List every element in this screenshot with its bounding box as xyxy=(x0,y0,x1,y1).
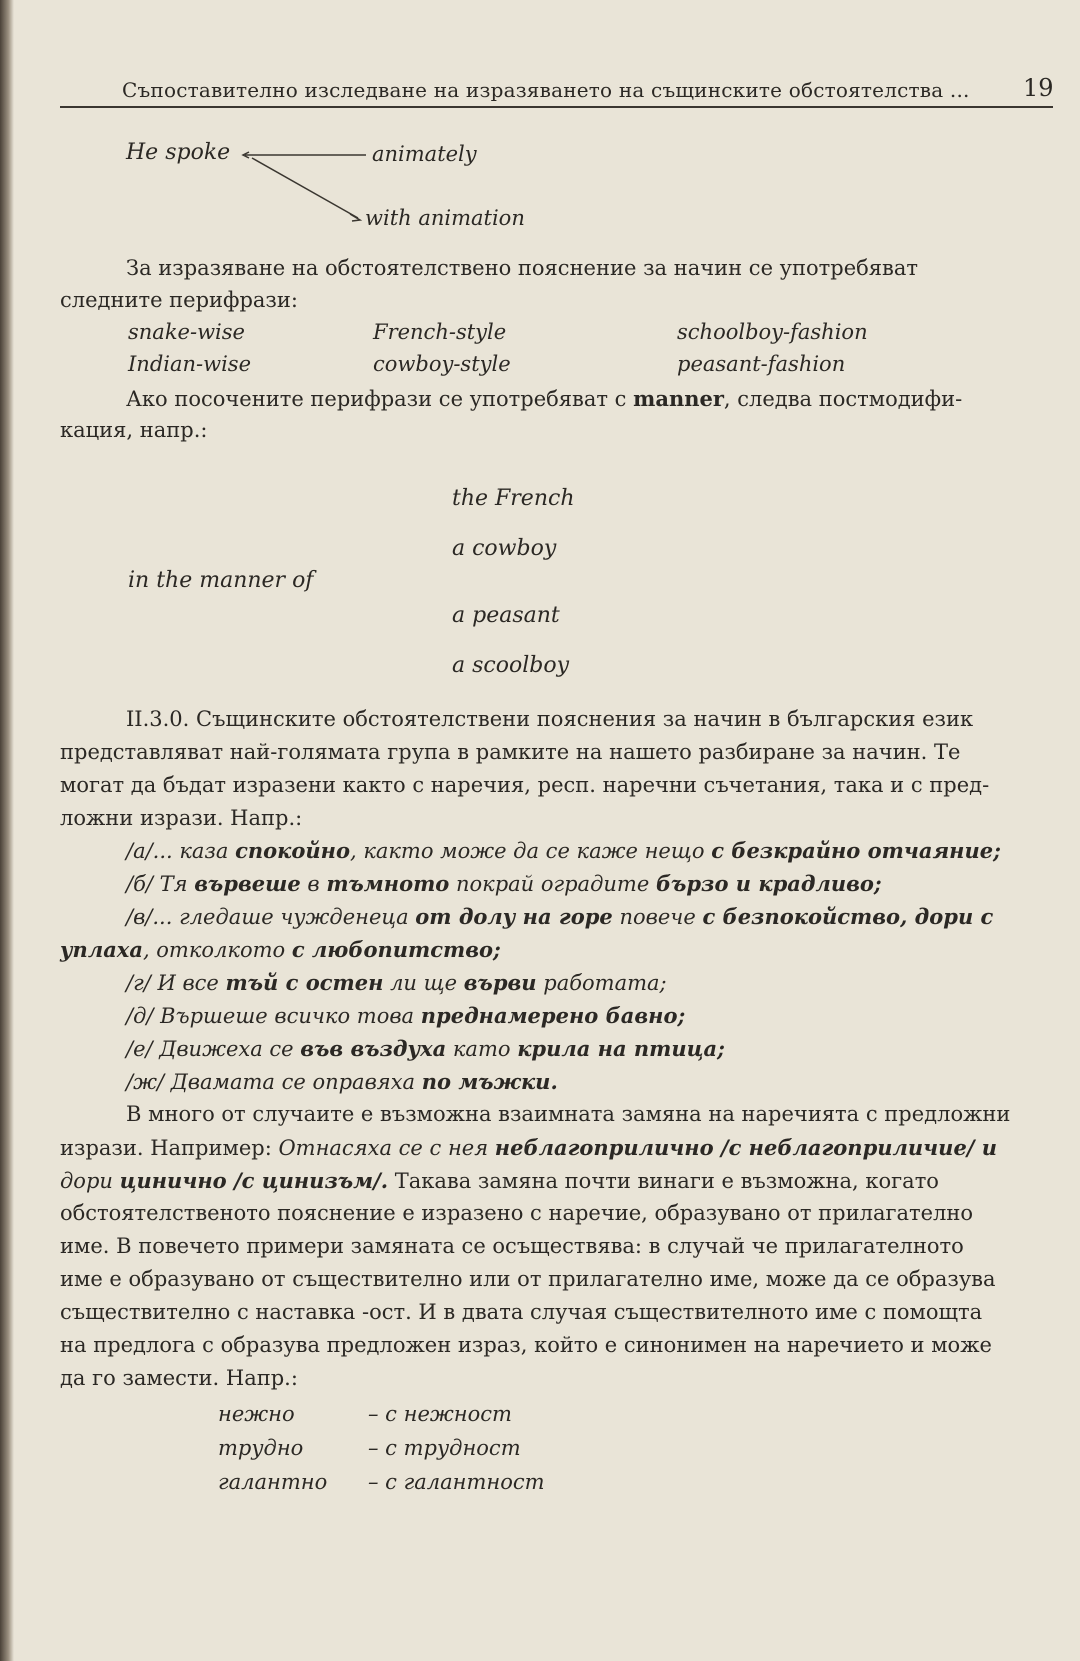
example-zh: /ж/ Двамата се оправяха по мъжки. xyxy=(126,1069,558,1094)
manner-option: a scoolboy xyxy=(452,653,570,678)
manner-option: the French xyxy=(452,486,575,511)
substitution-line-4: обстоятелственото пояснение е изразено с наречие, образувано от прилагателно xyxy=(60,1201,974,1225)
section-line-2: представляват най-голямата група в рамките на нашето разбиране за начин. Те xyxy=(60,740,961,764)
example-v-continued: уплаха, отколкото с любопитство; xyxy=(60,937,501,962)
adverb: трудно xyxy=(218,1436,304,1460)
example-d: /д/ Вършеше всичко това преднамерено бавно; xyxy=(126,1003,686,1028)
substitution-line-8: на предлога с образува предложен израз, който е синонимен на наречието и може xyxy=(60,1333,992,1357)
manner-option: a peasant xyxy=(452,603,560,628)
example-g: /г/ И все тъй с остен ли ще върви работата; xyxy=(126,970,667,995)
diagram-branch-upper: animately xyxy=(372,142,477,166)
branch-diagram-lines xyxy=(0,0,1080,260)
manner-option: a cowboy xyxy=(452,536,557,561)
periphrase-item: snake-wise xyxy=(128,320,245,344)
section-line-1: II.3.0. Същинските обстоятелствени пояснения за начин в българския език xyxy=(126,707,974,731)
section-line-3: могат да бъдат изразени както с наречия, респ. наречни съчетания, така и с пред- xyxy=(60,773,990,797)
substitution-line-1: В много от случаите е възможна взаимната замяна на наречията с предложни xyxy=(126,1102,1011,1126)
adverb: галантно xyxy=(218,1470,328,1494)
periphrase-item: Indian-wise xyxy=(128,352,252,376)
adverb: нежно xyxy=(218,1402,295,1426)
example-e: /е/ Движеха се във въздуха като крила на птица; xyxy=(126,1036,725,1061)
manner-intro-line-2: кация, напр.: xyxy=(60,418,208,442)
manner-lead: in the manner of xyxy=(128,568,314,593)
periphrase-item: peasant-fashion xyxy=(677,352,846,376)
intro-line-2: следните перифрази: xyxy=(60,288,298,312)
manner-intro-line-1: Ако посочените перифрази се употребяват с manner, следва постмодифи- xyxy=(126,386,963,411)
prepositional-phrase: – с нежност xyxy=(368,1402,512,1426)
substitution-line-9: да го замести. Напр.: xyxy=(60,1366,298,1390)
prepositional-phrase: – с галантност xyxy=(368,1470,545,1494)
running-header-title: Съпоставително изследване на изразяването на същинските обстоятелства ... xyxy=(122,78,970,102)
substitution-line-7: съществително с наставка -ост. И в двата случая съществителното име с помощта xyxy=(60,1300,983,1324)
substitution-line-5: име. В повечето примери замяната се осъществява: в случай че прилагателното xyxy=(60,1234,964,1258)
page-number: 19 xyxy=(1023,74,1054,102)
periphrase-item: schoolboy-fashion xyxy=(677,320,868,344)
periphrase-item: cowboy-style xyxy=(373,352,511,376)
substitution-line-6: име е образувано от съществително или от прилагателно име, може да се образува xyxy=(60,1267,996,1291)
substitution-line-2: изрази. Например: Отнасяха се с нея неблагоприлично /с неблагоприличие/ и xyxy=(60,1135,998,1160)
prepositional-phrase: – с трудност xyxy=(368,1436,521,1460)
intro-line-1: За изразяване на обстоятелствено пояснение за начин се употребяват xyxy=(126,256,919,280)
section-line-4: ложни изрази. Напр.: xyxy=(60,806,303,830)
periphrase-item: French-style xyxy=(373,320,507,344)
example-v: /в/... гледаше чужденеца от долу на горе повече с безпокойство, дори с xyxy=(126,904,994,929)
diagram-subject: He spoke xyxy=(126,140,231,165)
example-b: /б/ Тя вървеше в тъмното покрай оградите бързо и крадливо; xyxy=(126,871,882,896)
example-a: /а/... каза спокойно, както може да се каже нещо с безкрайно отчаяние; xyxy=(126,838,1001,863)
diagram-branch-lower: with animation xyxy=(365,206,525,230)
substitution-line-3: дори цинично /с цинизъм/. Такава замяна почти винаги е възможна, когато xyxy=(60,1168,939,1193)
